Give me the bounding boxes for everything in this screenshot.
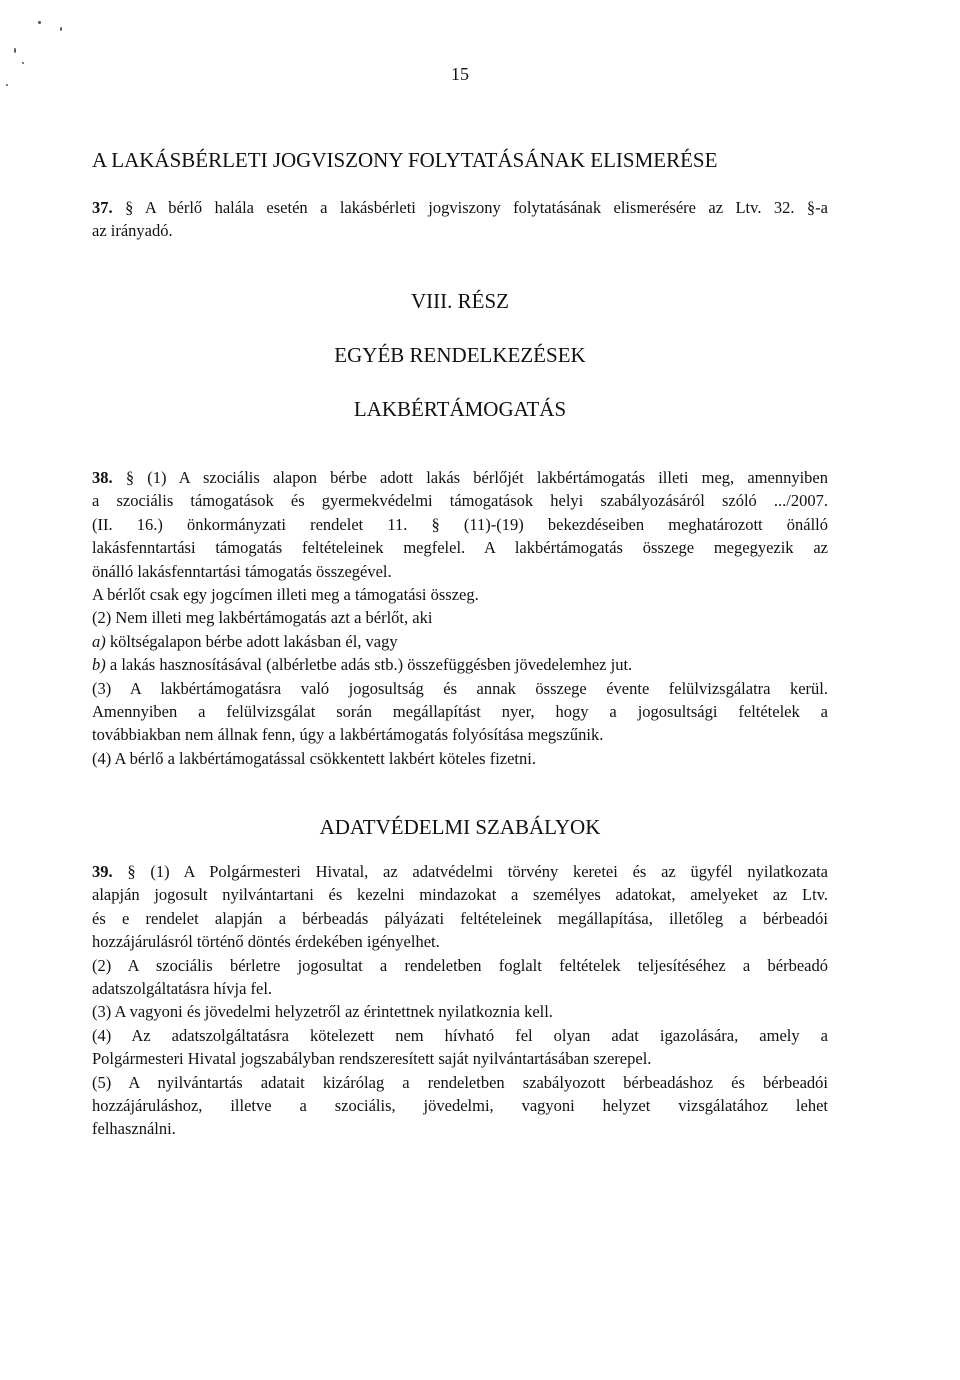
list-text: költségalapon bérbe adott lakásban él, vagy <box>105 631 398 651</box>
s39-number: 39. <box>92 862 113 881</box>
s39-p2-line: adatszolgáltatásra hívja fel. <box>92 979 273 999</box>
s39-p2-line: (2) A szociális bérletre jogosultat a rendeletben foglalt feltételek teljesítéséhez a bérbeadó <box>92 955 828 975</box>
subsection-title-adatvedelem: ADATVÉDELMI SZABÁLYOK <box>319 815 601 839</box>
s39-p4-line: (4) Az adatszolgáltatásra kötelezett nem hívható fel olyan adat igazolására, amely a <box>92 1025 828 1045</box>
s38-number: 38. <box>92 468 113 487</box>
s38-p1-line: a szociális támogatások és gyermekvédelmi támogatások helyi szabályozásáról szóló .../2007. <box>92 491 828 511</box>
s38-p1-line <box>92 466 828 489</box>
part-heading: VIII. RÉSZ <box>411 289 509 313</box>
s38-text: § (1) A szociális alapon bérbe adott lakás bérlőjét lakbértámogatás illeti meg, amennyiben <box>125 468 828 487</box>
section-38 <box>92 466 828 770</box>
s38-p3-line: (3) A lakbértámogatásra való jogosultság és annak összege évente felülvizsgálatra kerül. <box>92 678 828 698</box>
s39-p4-line: Polgármesteri Hivatal jogszabályban rendszeresített saját nyilvántartásában szerepel. <box>92 1049 652 1069</box>
page-number: 15 <box>451 64 469 84</box>
s38-p1-line: önálló lakásfenntartási támogatás összegével. <box>92 561 392 581</box>
section-title: A LAKÁSBÉRLETI JOGVISZONY FOLYTATÁSÁNAK ELISMERÉSE <box>92 148 718 172</box>
s39-p1-line <box>92 860 828 883</box>
part-title: EGYÉB RENDELKEZÉSEK <box>334 343 586 367</box>
s39-p5-line: (5) A nyilvántartás adatait kizárólag a rendeletben szabályozott bérbeadáshoz és bérbeadói <box>92 1072 828 1092</box>
subsection-title-lakbertamogatas: LAKBÉRTÁMOGATÁS <box>353 397 567 421</box>
s37-number: 37. <box>92 198 113 217</box>
list-text: a lakás hasznosításával (albérletbe adás stb.) összefüggésben jövedelemhez jut. <box>105 655 633 675</box>
s37-line1 <box>92 196 828 219</box>
s39-p3: (3) A vagyoni és jövedelmi helyzetről az érintettnek nyilatkoznia kell. <box>92 1002 553 1022</box>
s39-p1-line: hozzájárulásról történő döntés érdekében igényelhet. <box>92 932 440 952</box>
s39-p1-line: alapján jogosult nyilvántartani és kezelni mindazokat a személyes adatokat, amelyeket az Ltv. <box>92 885 828 905</box>
section-39 <box>92 860 828 1141</box>
s39-p1-line: és e rendelet alapján a bérbeadás pályázati feltételeinek megállapítása, illetőleg a bérbeadói <box>92 908 828 928</box>
scan-speck <box>38 21 41 24</box>
section-37 <box>92 196 828 243</box>
s38-p1-line: lakásfenntartási támogatás feltételeinek megfelel. A lakbértámogatás összege megegyezik az <box>92 538 828 558</box>
s38-p3-line: továbbiakban nem állnak fenn, úgy a lakbértámogatás folyósítása megszűnik. <box>92 725 604 745</box>
s38-p1-line: (II. 16.) önkormányzati rendelet 11. § (11)-(19) bekezdéseiben meghatározott önálló <box>92 514 828 534</box>
s37-line2: az irányadó. <box>92 221 173 241</box>
s38-p2: (2) Nem illeti meg lakbértámogatás azt a bérlőt, aki <box>92 608 433 628</box>
s39-text: § (1) A Polgármesteri Hivatal, az adatvédelmi törvény keretei és az ügyfél nyilatkozata <box>127 862 828 881</box>
s38-p1b: A bérlőt csak egy jogcímen illeti meg a támogatási összeg. <box>92 585 479 605</box>
s38-p3-line: Amennyiben a felülvizsgálat során megállapítást nyer, hogy a jogosultsági feltételek a <box>92 702 828 722</box>
scan-speck <box>14 48 16 53</box>
list-label: a) <box>92 631 106 651</box>
s38-p2a <box>92 630 828 653</box>
list-label: b) <box>92 655 106 675</box>
scan-speck <box>60 27 62 31</box>
s38-p2b <box>92 653 828 676</box>
s38-p4: (4) A bérlő a lakbértámogatással csökkentett lakbért köteles fizetni. <box>92 748 536 768</box>
s39-p5-line: hozzájáruláshoz, illetve a szociális, jövedelmi, vagyoni helyzet vizsgálatához lehet <box>92 1096 828 1116</box>
s37-text: § A bérlő halála esetén a lakásbérleti jogviszony folytatásának elismerésére az Ltv. 32. §-a <box>125 198 828 217</box>
s39-p5-line: felhasználni. <box>92 1119 176 1139</box>
